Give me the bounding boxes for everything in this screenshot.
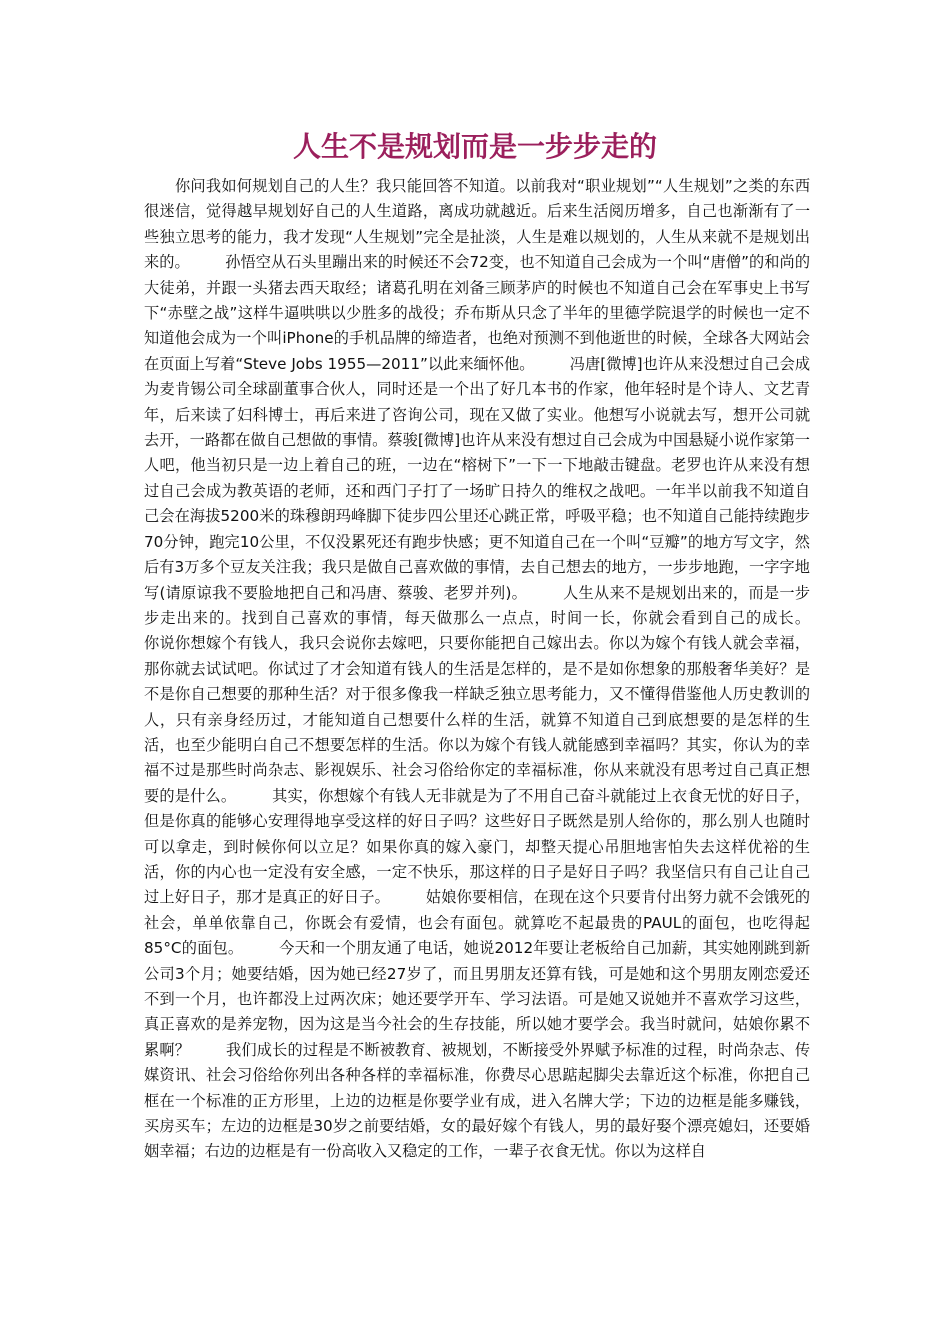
- paragraph: 今天和一个朋友通了电话，她说2012年要让老板给自己加薪，其实她刚跳到新公司3个月；她要结婚，因为她已经27岁了，而且男朋友还算有钱，可是她和这个男朋友刚恋爱还不到一个月，也许都没上过两次床；她还要学开车、学习法语。可是她又说她并不喜欢学习这些，真正喜欢的是养宠物，因为这是当今社会的生存技能，所以她才要学会。我当时就问，姑娘你累不累啊？: [144, 939, 811, 1059]
- document-body: [144, 174, 810, 1165]
- paragraph: 我们成长的过程是不断被教育、被规划，不断接受外界赋予标准的过程，时尚杂志、传媒资讯、社会习俗给你列出各种各样的幸福标准，你费尽心思踮起脚尖去靠近这个标准，你把自己框在一个标准的正方形里，上边的边框是你要学业有成，进入名牌大学；下边的边框是能多赚钱，买房买车；左边的边框是30岁之前要结婚，女的最好嫁个有钱人，男的最好娶个漂亮媳妇，还要婚姻幸福；右边的边框是有一份高收入又稳定的工作，一辈子衣食无忧。你以为这样自: [144, 1040, 811, 1161]
- paragraph: 其实，你想嫁个有钱人无非就是为了不用自己奋斗就能过上衣食无忧的好日子，但是你真的能够心安理得地享受这样的好日子吗？这些好日子既然是别人给你的，那么别人也随时可以拿走，到时候你何以立足？如果你真的嫁入豪门，却整天提心吊胆地害怕失去这样优裕的生活，你的内心也一定没有安全感，一定不快乐，那这样的日子是好日子吗？我坚信只有自己让自己过上好日子，那才是真正的好日子。: [144, 786, 811, 907]
- paragraph: 姑娘你要相信，在现在这个只要肯付出努力就不会饿死的社会，单单依靠自己，你既会有爱情，也会有面包。就算吃不起最贵的PAUL的面包，也吃得起85°C的面包。: [144, 888, 811, 958]
- document-title: 人生不是规划而是一步步走的: [292, 130, 657, 163]
- paragraph: 人生从来不是规划出来的，而是一步步走出来的。找到自己喜欢的事情，每天做那么一点点，时间一长，你就会看到自己的成长。: [144, 583, 811, 627]
- paragraph: 你问我如何规划自己的人生？我只能回答不知道。以前我对“职业规划”“人生规划”之类的东西很迷信，觉得越早规划好自己的人生道路，离成功就越近。后来生活阅历增多，自己也渐渐有了一些独立思考的能力，我才发现“人生规划”完全是扯淡，人生是难以规划的，人生从来就不是规划出来的。: [144, 177, 811, 272]
- paragraph: 孙悟空从石头里蹦出来的时候还不会72变，也不知道自己会成为一个叫“唐僧”的和尚的大徒弟，并跟一头猪去西天取经；诸葛孔明在刘备三顾茅庐的时候也不知道自己会在军事史上书写下“赤壁之战”这样牛逼哄哄以少胜多的战役；乔布斯从只念了半年的里德学院退学的时候也一定不知道他会成为一个叫iPhone的手机品牌的缔造者，也绝对预测不到他逝世的时候，全球各大网站会在页面上写着“Steve Jobs 1955—2011”以此来缅怀他。: [144, 253, 811, 373]
- paragraph: 冯唐[微博]也许从来没想过自己会成为麦肯锡公司全球副董事合伙人，同时还是一个出了好几本书的作家，他年轻时是个诗人、文艺青年，后来读了妇科博士，再后来进了咨询公司，现在又做了实业。他想写小说就去写，想开公司就去开，一路都在做自己想做的事情。蔡骏[微博]也许从来没有想过自己会成为中国悬疑小说作家第一人吧，他当初只是一边上着自己的班，一边在“榕树下”一下一下地敲击键盘。老罗也许从来没有想过自己会成为教英语的老师，还和西门子打了一场旷日持久的维权之战吧。一年半以前我不知道自己会在海拔5200米的珠穆朗玛峰脚下徒步四公里还心跳正常，呼吸平稳；也不知道自己能持续跑步70分钟，跑完10公里，不仅没累死还有跑步快感；更不知道自己在一个叫“豆瓣”的地方写文字，然后有3万多个豆友关注我；我只是做自己喜欢做的事情，去自己想去的地方，一步步地跑，一字字地写(请原谅我不要脸地把自己和冯唐、蔡骏、老罗并列)。: [144, 354, 811, 602]
- paragraph: 你说你想嫁个有钱人，我只会说你去嫁吧，只要你能把自己嫁出去。你以为嫁个有钱人就会幸福，那你就去试试吧。你试过了才会知道有钱人的生活是怎样的，是不是如你想象的那般奢华美好？是不是你自己想要的那种生活？对于很多像我一样缺乏独立思考能力，又不懂得借鉴他人历史教训的人，只有亲身经历过，才能知道自己想要什么样的生活，就算不知道自己到底想要的是怎样的生活，也至少能明白自己不想要怎样的生活。你以为嫁个有钱人就能感到幸福吗？其实，你认为的幸福不过是那些时尚杂志、影视娱乐、社会习俗给你定的幸福标准，你从来就没有思考过自己真正想要的是什么。: [144, 634, 810, 805]
